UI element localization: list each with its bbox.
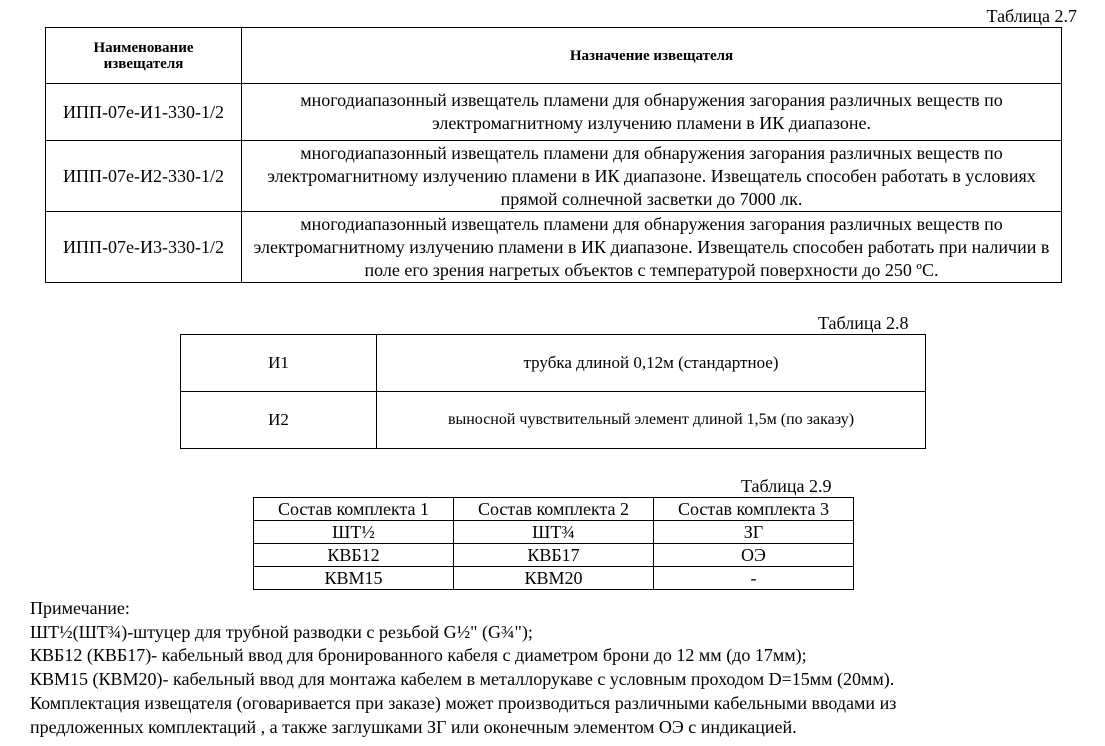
detector-purpose: многодиапазонный извещатель пламени для обнаружения загорания различных веществ по электромагнитному излучению пламени в ИК диапазоне.: [242, 84, 1062, 141]
note-line: КВБ12 (КВБ17)- кабельный ввод для бронированного кабеля с диаметром брони до 12 мм (до 17мм);: [30, 645, 807, 666]
detector-purpose: многодиапазонный извещатель пламени для обнаружения загорания различных веществ по электромагнитному излучению пламени в ИК диапазоне. Извещатель способен работать в условиях прямой солнечной засветки до 7000 лк.: [242, 141, 1062, 212]
table-2-8-caption: Таблица 2.8: [818, 313, 909, 333]
table-row: [254, 567, 854, 590]
table-2-8: [180, 334, 926, 449]
notes-block: [30, 597, 1090, 739]
sensor-description: выносной чувствительный элемент длиной 1,5м (по заказу): [377, 392, 926, 449]
table-row: [181, 392, 926, 449]
table-row: [254, 521, 854, 544]
table-row: [46, 212, 1062, 283]
table-2-9-caption: Таблица 2.9: [741, 476, 832, 496]
detector-purpose: многодиапазонный извещатель пламени для обнаружения загорания различных веществ по электромагнитному излучению пламени в ИК диапазоне. Извещатель способен работать при наличии в поле его зрения нагретых объектов с температурой поверхности до 250 ºС.: [242, 212, 1062, 283]
detector-name: ИПП-07е-И2-330-1/2: [46, 141, 242, 212]
note-line: КВМ15 (КВМ20)- кабельный ввод для монтажа кабелем в металлорукаве с условным проходом D=15мм (20мм).: [30, 669, 895, 690]
detector-name: ИПП-07е-И1-330-1/2: [46, 84, 242, 141]
kit-cell: КВБ12: [254, 544, 454, 567]
header-kit-1: Состав комплекта 1: [254, 498, 454, 521]
note-line: Комплектация извещателя (оговаривается при заказе) может производиться различными кабельными вводами из: [30, 692, 897, 713]
notes-title: Примечание:: [30, 598, 130, 618]
table-2-9: [253, 497, 854, 590]
kit-cell: -: [654, 567, 854, 590]
kit-cell: ШТ¾: [454, 521, 654, 544]
detector-name: ИПП-07е-И3-330-1/2: [46, 212, 242, 283]
sensor-description: трубка длиной 0,12м (стандартное): [377, 335, 926, 392]
note-line: ШТ½(ШТ¾)-штуцер для трубной разводки с резьбой G½" (G¾");: [30, 621, 533, 642]
table-2-7: [45, 27, 1062, 283]
kit-cell: ОЭ: [654, 544, 854, 567]
header-detector-name: Наименование извещателя: [46, 28, 242, 84]
kit-cell: ЗГ: [654, 521, 854, 544]
header-kit-3: Состав комплекта 3: [654, 498, 854, 521]
kit-cell: ШТ½: [254, 521, 454, 544]
table-2-7-caption: Таблица 2.7: [986, 6, 1077, 26]
table-header-row: [254, 498, 854, 521]
table-row: [46, 84, 1062, 141]
table-row: [254, 544, 854, 567]
note-line: предложенных комплектаций , а также заглушками ЗГ или оконечным элементом ОЭ с индикацией.: [30, 716, 797, 737]
sensor-code: И1: [181, 335, 377, 392]
table-row: [46, 141, 1062, 212]
kit-cell: КВМ15: [254, 567, 454, 590]
table-header-row: [46, 28, 1062, 84]
header-kit-2: Состав комплекта 2: [454, 498, 654, 521]
header-detector-purpose: Назначение извещателя: [242, 28, 1062, 84]
sensor-code: И2: [181, 392, 377, 449]
kit-cell: КВМ20: [454, 567, 654, 590]
kit-cell: КВБ17: [454, 544, 654, 567]
table-row: [181, 335, 926, 392]
